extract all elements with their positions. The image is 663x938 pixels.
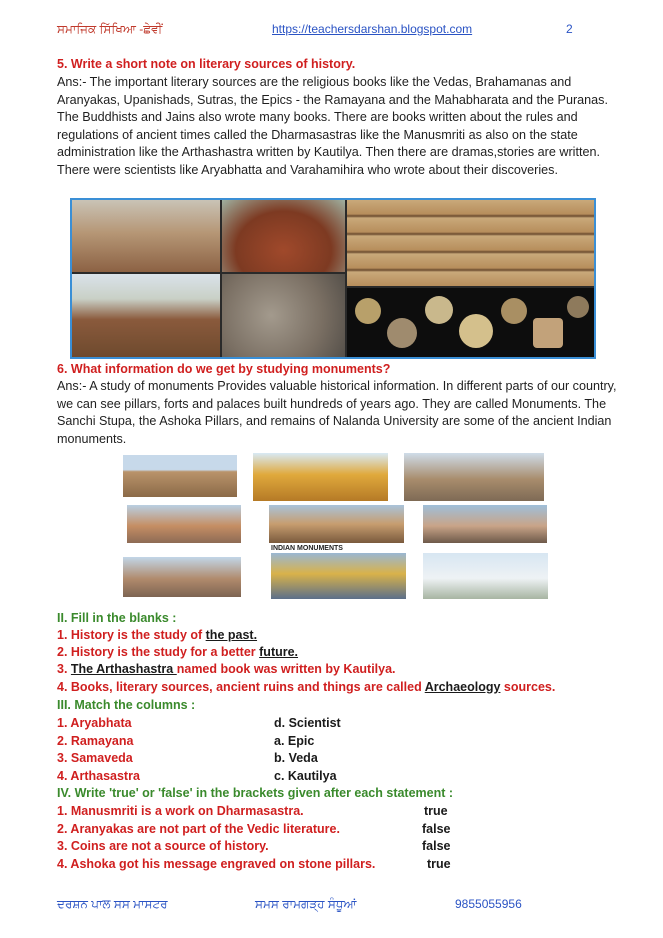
question-6-answer: Ans:- A study of monuments Provides valuable historical information. In different parts of our country, we can see pillars, forts and palaces built hundreds of years ago. They are called Monuments. The Sanchi Stupa, the Ashoka Pillars, and remains of Nalanda University are some of the ancient Indian monuments. xyxy=(57,379,617,446)
manuscript-photo xyxy=(347,200,594,286)
stupa-photo xyxy=(404,453,544,501)
temple-photo xyxy=(123,455,237,497)
tf-answer-1: true xyxy=(424,804,448,818)
collage-caption: INDIAN MONUMENTS xyxy=(271,545,343,552)
footer-phone: 9855055956 xyxy=(455,897,522,911)
footer-school: ਸਮਸ ਰਾਮਗੜ੍ਹ ਸੰਧੂਆਂ xyxy=(255,897,357,911)
question-5-title: 5. Write a short note on literary sources of history. xyxy=(57,57,356,71)
brick-ruins-photo xyxy=(72,274,220,357)
fill-answer-2: future. xyxy=(259,645,299,659)
indian-monuments-collage xyxy=(111,451,552,603)
tf-statement-4: 4. Ashoka got his message engraved on stone pillars. xyxy=(57,857,376,871)
true-false-heading: IV. Write 'true' or 'false' in the brackets given after each statement : xyxy=(57,786,454,800)
fill-answer-1: the past. xyxy=(205,628,258,642)
page-number: 2 xyxy=(566,22,573,36)
match-heading: III. Match the columns : xyxy=(57,698,196,712)
match-right-1: d. Scientist xyxy=(274,716,341,730)
fill-item-1: 1. History is the study of the past. xyxy=(57,628,258,642)
sculpture-photo xyxy=(222,274,345,357)
match-right-4: c. Kautilya xyxy=(274,769,337,783)
stupa-ruins-photo xyxy=(222,200,345,272)
tf-answer-2: false xyxy=(422,822,451,836)
footer-author: ਦਰਸ਼ਨ ਪਾਲ ਸਸ ਮਾਸਟਰ xyxy=(57,897,168,911)
question-6-title: 6. What information do we get by studying monuments? xyxy=(57,362,391,376)
fill-item-3: 3. The Arthashastra named book was written by Kautilya. xyxy=(57,662,396,676)
header-link[interactable]: https://teachersdarshan.blogspot.com xyxy=(272,22,473,36)
tf-statement-1: 1. Manusmriti is a work on Dharmasastra. xyxy=(57,804,304,818)
match-left-3: 3. Samaveda xyxy=(57,751,133,765)
tomb-photo xyxy=(423,505,547,543)
pyramid-temple-photo xyxy=(253,453,388,501)
question-5-answer: Ans:- The important literary sources are the religious books like the Vedas, Brahamanas and Aranyakas, Upanishads, Sutras, the Epics - the Ramayana and the Mahabharata and the Puranas. The Buddhists and Jains also wrote many books. There are books written about the rules and regulations of ancient times called the Dharmasastras like the Manusmriti as also on the state administration like the Arthashastra written by Kautilya. Then there are dramas,stories are written. There were scientists like Aryabhatta and Varahamihira who wrote about their discoveries. xyxy=(57,75,608,177)
tf-statement-2: 2. Aranyakas are not part of the Vedic literature. xyxy=(57,822,340,836)
literary-sources-collage xyxy=(70,198,596,359)
fill-answer-3: The Arthashastra xyxy=(70,662,177,676)
palace-photo xyxy=(123,557,241,597)
fill-item-2: 2. History is the study for a better future. xyxy=(57,645,299,659)
match-left-1: 1. Aryabhata xyxy=(57,716,132,730)
fill-blanks-heading: II. Fill in the blanks : xyxy=(57,611,177,625)
tf-answer-4: true xyxy=(427,857,451,871)
temple-complex-photo xyxy=(269,505,404,543)
ruins-photo xyxy=(72,200,220,272)
header-title: ਸਮਾਜਿਕ ਸਿੱਖਿਆ -ਛੇਵੀਂ xyxy=(57,22,163,36)
match-left-4: 4. Arthasastra xyxy=(57,769,140,783)
taj-mahal-photo xyxy=(423,553,548,599)
fort-photo xyxy=(127,505,241,543)
match-right-3: b. Veda xyxy=(274,751,318,765)
match-right-2: a. Epic xyxy=(274,734,315,748)
fill-answer-4: Archaeology xyxy=(424,680,501,694)
tf-answer-3: false xyxy=(422,839,451,853)
golden-temple-photo xyxy=(271,553,406,599)
coins-photo xyxy=(347,288,594,357)
fill-item-4: 4. Books, literary sources, ancient ruins and things are called Archaeology sources. xyxy=(57,680,556,694)
match-left-2: 2. Ramayana xyxy=(57,734,134,748)
tf-statement-3: 3. Coins are not a source of history. xyxy=(57,839,269,853)
